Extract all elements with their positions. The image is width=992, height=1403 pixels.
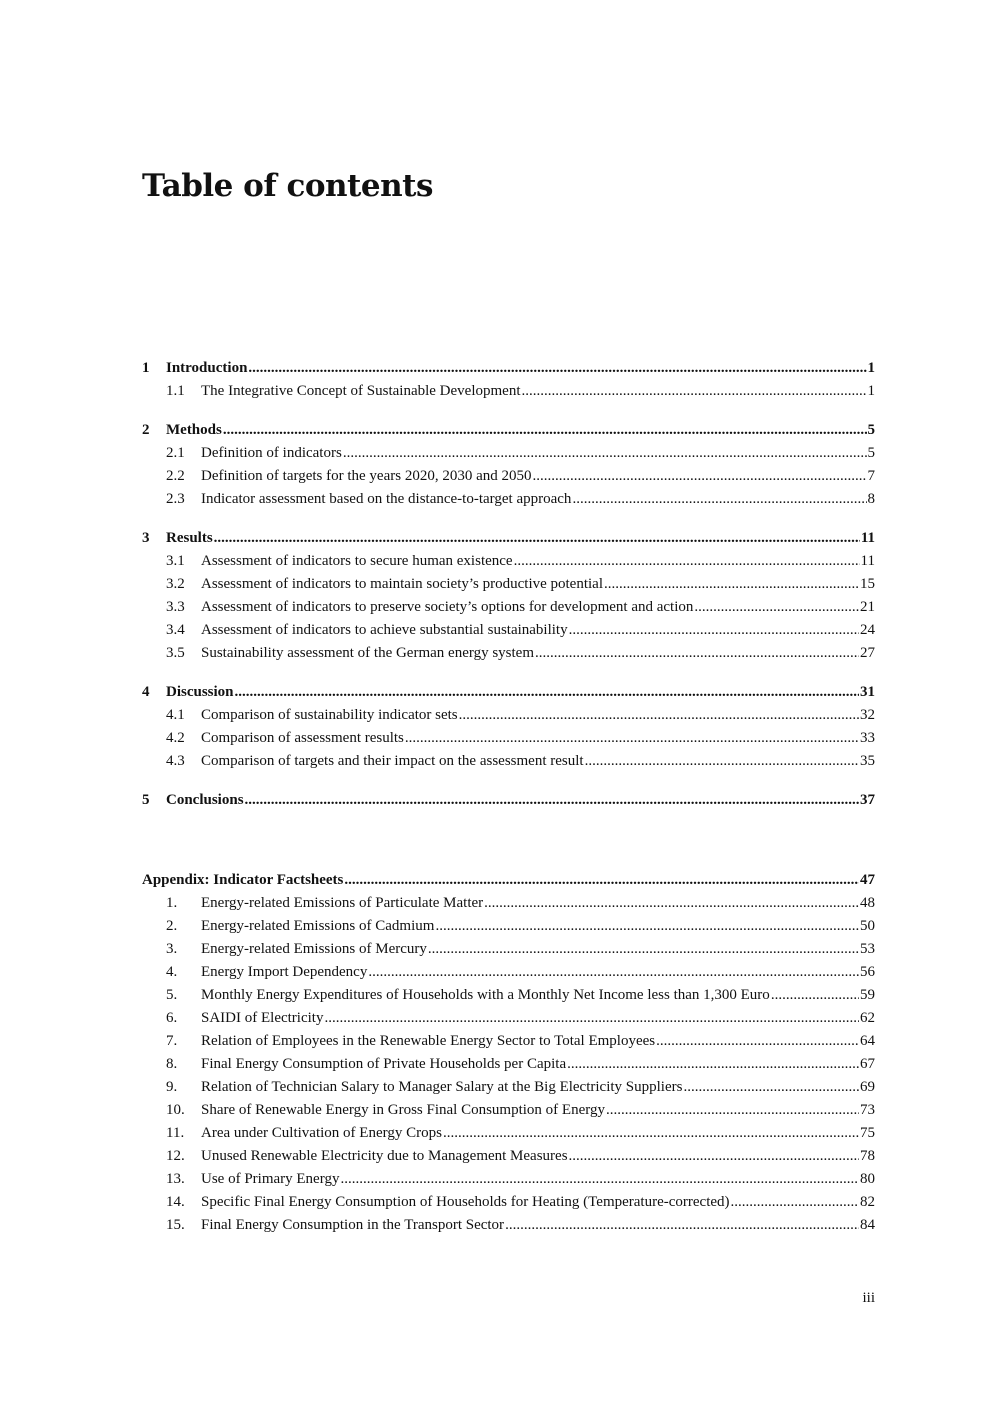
section-title: Comparison of sustainability indicator sets	[201, 707, 458, 723]
section-number: 3.1	[166, 553, 185, 569]
page-number: 5	[867, 422, 875, 438]
toc-section-2[interactable]	[142, 419, 875, 442]
toc-subsection-2-2[interactable]	[142, 465, 875, 488]
dot-leader	[223, 419, 867, 442]
item-title: Monthly Energy Expenditures of Households with a Monthly Net Income less than 1,300 Euro	[201, 987, 770, 1003]
dot-leader	[340, 1168, 859, 1191]
toc-appendix-item-14[interactable]	[142, 1191, 875, 1214]
page-number: 24	[860, 622, 875, 638]
item-title: Use of Primary Energy	[201, 1171, 340, 1187]
toc-appendix-item-15[interactable]	[142, 1214, 875, 1237]
page-number: 84	[860, 1217, 875, 1233]
item-title: Final Energy Consumption in the Transport Sector	[201, 1217, 505, 1233]
item-number: 11.	[166, 1125, 185, 1141]
toc-appendix-item-12[interactable]	[142, 1145, 875, 1168]
item-number: 3.	[166, 941, 178, 957]
dot-leader	[569, 619, 859, 642]
section-number: 4.3	[166, 753, 185, 769]
dot-leader	[567, 1053, 859, 1076]
dot-leader	[443, 1122, 859, 1145]
toc-appendix-item-5[interactable]	[142, 984, 875, 1007]
toc-appendix-item-4[interactable]	[142, 961, 875, 984]
item-number: 6.	[166, 1010, 178, 1026]
dot-leader	[771, 984, 859, 1007]
section-title: Comparison of assessment results	[201, 730, 404, 746]
dot-leader	[535, 642, 859, 665]
item-title: Energy-related Emissions of Cadmium	[201, 918, 435, 934]
item-title: Area under Cultivation of Energy Crops	[201, 1125, 442, 1141]
item-number: 1.	[166, 895, 178, 911]
dot-leader	[572, 488, 866, 511]
section-title: Discussion	[166, 684, 234, 700]
dot-leader	[569, 1145, 859, 1168]
toc-appendix[interactable]	[142, 869, 875, 892]
page-number: 31	[860, 684, 875, 700]
section-number: 4	[142, 684, 150, 700]
page-number: 80	[860, 1171, 875, 1187]
toc-subsection-3-1[interactable]	[142, 550, 875, 573]
page-number: 53	[860, 941, 875, 957]
dot-leader	[606, 1099, 859, 1122]
dot-leader	[245, 789, 859, 812]
item-number: 5.	[166, 987, 178, 1003]
item-number: 14.	[166, 1194, 185, 1210]
toc-appendix-item-3[interactable]	[142, 938, 875, 961]
page-number: 8	[867, 491, 875, 507]
page-number: 69	[860, 1079, 875, 1095]
section-number: 4.1	[166, 707, 185, 723]
section-title: Comparison of targets and their impact on the assessment result	[201, 753, 584, 769]
dot-leader	[459, 704, 859, 727]
section-number: 3	[142, 530, 150, 546]
section-number: 3.5	[166, 645, 185, 661]
toc-appendix-item-13[interactable]	[142, 1168, 875, 1191]
section-number: 1	[142, 360, 150, 376]
toc-appendix-item-9[interactable]	[142, 1076, 875, 1099]
section-number: 2.2	[166, 468, 185, 484]
dot-leader	[428, 938, 859, 961]
section-number: 2.1	[166, 445, 185, 461]
toc-subsection-3-4[interactable]	[142, 619, 875, 642]
toc-appendix-item-1[interactable]	[142, 892, 875, 915]
page-number: 59	[860, 987, 875, 1003]
dot-leader	[532, 465, 866, 488]
section-title: Assessment of indicators to preserve society’s options for development and action	[201, 599, 694, 615]
item-title: Energy-related Emissions of Particulate Matter	[201, 895, 484, 911]
section-title: Introduction	[166, 360, 248, 376]
dot-leader	[343, 442, 867, 465]
toc-section-4[interactable]	[142, 681, 875, 704]
page-number: 35	[860, 753, 875, 769]
item-title: Energy-related Emissions of Mercury	[201, 941, 427, 957]
page-number: 15	[860, 576, 875, 592]
section-number: 2	[142, 422, 150, 438]
page-number: 47	[860, 872, 875, 888]
section-title: Indicator assessment based on the distance-to-target approach	[201, 491, 572, 507]
section-number: 4.2	[166, 730, 185, 746]
toc-subsection-4-1[interactable]	[142, 704, 875, 727]
toc-appendix-item-7[interactable]	[142, 1030, 875, 1053]
item-title: Relation of Technician Salary to Manager Salary at the Big Electricity Suppliers	[201, 1079, 683, 1095]
page-number: 1	[867, 383, 875, 399]
item-number: 12.	[166, 1148, 185, 1164]
page-number: 7	[867, 468, 875, 484]
item-number: 9.	[166, 1079, 178, 1095]
page-number: 48	[860, 895, 875, 911]
dot-leader	[484, 892, 859, 915]
page-number: 78	[860, 1148, 875, 1164]
toc-subsection-3-2[interactable]	[142, 573, 875, 596]
dot-leader	[405, 727, 859, 750]
dot-leader	[514, 550, 860, 573]
dot-leader	[368, 961, 859, 984]
dot-leader	[521, 380, 866, 403]
page-number: 5	[867, 445, 875, 461]
page-number: 82	[860, 1194, 875, 1210]
toc-section-5[interactable]	[142, 789, 875, 812]
section-number: 2.3	[166, 491, 185, 507]
section-title: Assessment of indicators to maintain society’s productive potential	[201, 576, 604, 592]
toc-appendix-item-6[interactable]	[142, 1007, 875, 1030]
item-title: Unused Renewable Electricity due to Management Measures	[201, 1148, 568, 1164]
item-title: Specific Final Energy Consumption of Households for Heating (Temperature-corrected)	[201, 1194, 730, 1210]
item-number: 13.	[166, 1171, 185, 1187]
page-number: 56	[860, 964, 875, 980]
toc-appendix-item-11[interactable]	[142, 1122, 875, 1145]
dot-leader	[248, 357, 866, 380]
page-number: 27	[860, 645, 875, 661]
page-number: 73	[860, 1102, 875, 1118]
toc-appendix-item-8[interactable]	[142, 1053, 875, 1076]
toc-appendix-item-10[interactable]	[142, 1099, 875, 1122]
section-title: Results	[166, 530, 213, 546]
section-title: Assessment of indicators to secure human existence	[201, 553, 513, 569]
page-number: 67	[860, 1056, 875, 1072]
section-title: Methods	[166, 422, 222, 438]
dot-leader	[214, 527, 860, 550]
page-number: 75	[860, 1125, 875, 1141]
section-title: Conclusions	[166, 792, 244, 808]
toc-appendix-item-2[interactable]	[142, 915, 875, 938]
toc-section-1[interactable]	[142, 357, 875, 380]
page-title: Table of contents	[142, 168, 433, 204]
section-number: 3.3	[166, 599, 185, 615]
section-title: Definition of indicators	[201, 445, 342, 461]
dot-leader	[505, 1214, 859, 1237]
section-title: Definition of targets for the years 2020, 2030 and 2050	[201, 468, 532, 484]
page-number: 32	[860, 707, 875, 723]
toc-subsection-3-3[interactable]	[142, 596, 875, 619]
item-number: 4.	[166, 964, 178, 980]
dot-leader	[435, 915, 859, 938]
item-title: Final Energy Consumption of Private Households per Capita	[201, 1056, 567, 1072]
page-number: 1	[867, 360, 875, 376]
table-of-contents	[142, 357, 875, 1237]
dot-leader	[731, 1191, 859, 1214]
item-title: Relation of Employees in the Renewable Energy Sector to Total Employees	[201, 1033, 656, 1049]
page-number: 62	[860, 1010, 875, 1026]
page-number: 11	[860, 553, 875, 569]
toc-subsection-2-1[interactable]	[142, 442, 875, 465]
toc-subsection-2-3[interactable]	[142, 488, 875, 511]
section-number: 5	[142, 792, 150, 808]
page-number: 64	[860, 1033, 875, 1049]
section-title: Appendix: Indicator Factsheets	[142, 872, 344, 888]
dot-leader	[656, 1030, 859, 1053]
toc-section-3[interactable]	[142, 527, 875, 550]
page-number: 50	[860, 918, 875, 934]
item-number: 10.	[166, 1102, 185, 1118]
dot-leader	[585, 750, 859, 773]
section-number: 3.2	[166, 576, 185, 592]
item-number: 7.	[166, 1033, 178, 1049]
item-number: 2.	[166, 918, 178, 934]
toc-subsection-4-2[interactable]	[142, 727, 875, 750]
toc-subsection-1-1[interactable]	[142, 380, 875, 403]
toc-subsection-3-5[interactable]	[142, 642, 875, 665]
item-title: Share of Renewable Energy in Gross Final Consumption of Energy	[201, 1102, 605, 1118]
dot-leader	[344, 869, 859, 892]
dot-leader	[604, 573, 859, 596]
dot-leader	[324, 1007, 859, 1030]
dot-leader	[683, 1076, 859, 1099]
page-number: 37	[860, 792, 875, 808]
page-number: 21	[860, 599, 875, 615]
item-title: Energy Import Dependency	[201, 964, 368, 980]
dot-leader	[235, 681, 859, 704]
item-number: 15.	[166, 1217, 185, 1233]
toc-subsection-4-3[interactable]	[142, 750, 875, 773]
page-number: 11	[860, 530, 875, 546]
section-title: Sustainability assessment of the German energy system	[201, 645, 534, 661]
dot-leader	[694, 596, 859, 619]
section-title: The Integrative Concept of Sustainable Development	[201, 383, 521, 399]
item-number: 8.	[166, 1056, 178, 1072]
page-number: 33	[860, 730, 875, 746]
section-number: 3.4	[166, 622, 185, 638]
section-title: Assessment of indicators to achieve substantial sustainability	[201, 622, 568, 638]
page-footer-number: iii	[862, 1290, 875, 1306]
item-title: SAIDI of Electricity	[201, 1010, 324, 1026]
section-number: 1.1	[166, 383, 185, 399]
